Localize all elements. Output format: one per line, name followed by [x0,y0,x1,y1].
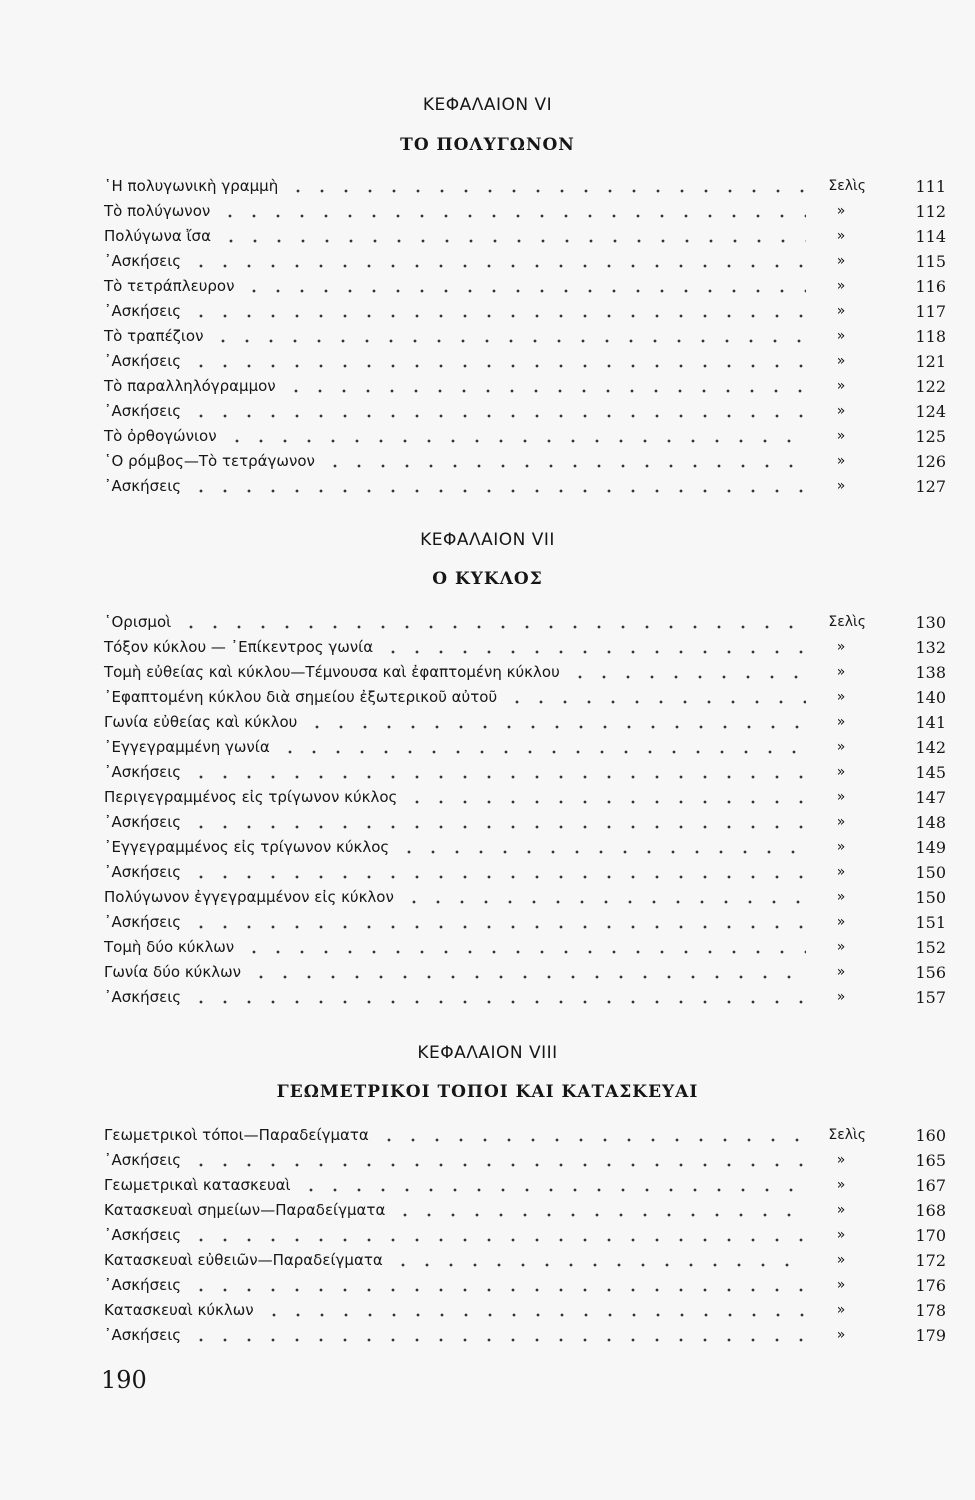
entry-title: ᾿Ασκήσεις [104,477,182,495]
dot-leader [249,974,806,980]
dot-leader [189,488,806,494]
entry-title: ᾿Ασκήσεις [104,302,182,320]
toc-entry-list [104,610,946,1010]
page-ref-label: » [836,1177,846,1193]
dot-leader [189,1162,806,1168]
dot-leader [189,999,806,1005]
dot-leader [242,949,806,955]
toc-entry [104,1223,946,1248]
entry-page-number: 126 [915,452,946,471]
entry-page-number: 148 [915,813,946,832]
toc-entry [104,760,946,785]
page-ref-label: » [836,914,846,930]
dot-leader [219,238,806,244]
entry-title: ᾿Ασκήσεις [104,988,182,1006]
toc-entry [104,860,946,885]
entry-page-number: 168 [915,1201,946,1220]
chapter-heading: ΚΕΦΑΛΑΙΟΝ VIII [417,1043,558,1063]
page-ref-label: Σελὶς [828,1127,866,1143]
entry-title: ᾿Ασκήσεις [104,252,182,270]
toc-entry [104,710,946,735]
dot-leader [189,1287,806,1293]
entry-title: ᾿Ασκήσεις [104,913,182,931]
page-ref-label: » [836,689,846,705]
entry-page-number: 140 [915,688,946,707]
toc-entry [104,1123,946,1148]
entry-title: ᾿Εγγεγραμμένος εἰς τρίγωνον κύκλος [104,838,390,856]
entry-title: Γωνία εὐθείας καὶ κύκλου [104,713,298,731]
dot-leader [189,774,806,780]
dot-leader [405,799,806,805]
entry-page-number: 141 [915,713,946,732]
dot-leader [189,363,806,369]
dot-leader [242,288,806,294]
entry-title: Τὸ πολύγωνον [104,202,211,220]
dot-leader [189,263,806,269]
entry-title: Γεωμετρικαὶ κατασκευαὶ [104,1176,291,1194]
entry-page-number: 167 [915,1176,946,1195]
dot-leader [225,438,806,444]
entry-title: Τὸ τραπέζιον [104,327,204,345]
page-ref-label: » [836,1277,846,1293]
dot-leader [189,824,806,830]
page-ref-label: » [836,378,846,394]
entry-page-number: 178 [915,1301,946,1320]
entry-page-number: 149 [915,838,946,857]
toc-entry [104,1298,946,1323]
toc-entry [104,274,946,299]
entry-page-number: 115 [915,252,946,271]
entry-page-number: 122 [915,377,946,396]
entry-title: ᾿Ασκήσεις [104,863,182,881]
entry-page-number: 125 [915,427,946,446]
entry-page-number: 121 [915,352,946,371]
entry-title: Τὸ ὀρθογώνιον [104,427,217,445]
page-ref-label: » [836,278,846,294]
entry-title: ᾿Εφαπτομένη κύκλου διὰ σημείου ἐξωτερικοῦ αὐτοῦ [104,688,498,706]
entry-title: ᾿Ασκήσεις [104,763,182,781]
entry-title: Κατασκευαὶ εὐθειῶν—Παραδείγματα [104,1251,383,1269]
dot-leader [299,1187,806,1193]
entry-page-number: 142 [915,738,946,757]
toc-entry-list [104,1123,946,1348]
dot-leader [286,188,806,194]
toc-entry [104,374,946,399]
entry-page-number: 114 [915,227,946,246]
toc-entry [104,785,946,810]
entry-page-number: 157 [915,988,946,1007]
chapter-title: ΓΕΩΜΕΤΡΙΚΟΙ ΤΟΠΟΙ ΚΑΙ ΚΑΤΑΣΚΕΥΑΙ [276,1082,699,1102]
entry-page-number: 145 [915,763,946,782]
dot-leader [505,699,806,705]
toc-entry [104,424,946,449]
page-ref-label: » [836,353,846,369]
page-ref-label: » [836,253,846,269]
entry-page-number: 176 [915,1276,946,1295]
chapter-title: Ο ΚΥΚΛΟΣ [432,569,543,589]
toc-entry [104,735,946,760]
entry-title: ῾Ο ρόμβος—Τὸ τετράγωνον [104,452,315,470]
page-ref-label: » [836,989,846,1005]
chapter-title: ΤΟ ΠΟΛΥΓΩΝΟΝ [400,135,575,155]
page-ref-label: » [836,964,846,980]
toc-entry [104,960,946,985]
toc-entry [104,810,946,835]
toc-entry [104,1173,946,1198]
page-ref-label: » [836,1227,846,1243]
entry-page-number: 179 [915,1326,946,1345]
entry-title: Πολύγωνον ἐγγεγραμμένον εἰς κύκλον [104,888,394,906]
page-ref-label: » [836,328,846,344]
toc-entry [104,474,946,499]
page-ref-label: » [836,1302,846,1318]
page-ref-label: » [836,814,846,830]
dot-leader [284,388,806,394]
entry-title: ᾿Ασκήσεις [104,402,182,420]
page-ref-label: » [836,639,846,655]
entry-title: Πολύγωνα ἴσα [104,227,211,245]
dot-leader [189,1337,806,1343]
toc-entry [104,399,946,424]
entry-title: Κατασκευαὶ κύκλων [104,1301,254,1319]
entry-page-number: 172 [915,1251,946,1270]
dot-leader [189,924,806,930]
entry-title: ᾿Ασκήσεις [104,352,182,370]
toc-entry [104,349,946,374]
entry-title: Τὸ τετράπλευρον [104,277,235,295]
toc-entry [104,885,946,910]
dot-leader [323,463,806,469]
entry-page-number: 151 [915,913,946,932]
dot-leader [211,338,806,344]
dot-leader [305,724,806,730]
entry-page-number: 160 [915,1126,946,1145]
entry-page-number: 130 [915,613,946,632]
entry-title: ᾿Ασκήσεις [104,1276,182,1294]
entry-title: Τομὴ δύο κύκλων [104,938,235,956]
page-ref-label: » [836,764,846,780]
toc-entry [104,224,946,249]
dot-leader [262,1312,806,1318]
dot-leader [189,1237,806,1243]
page-ref-label: Σελὶς [828,178,866,194]
toc-entry [104,835,946,860]
toc-entry-list [104,174,946,499]
dot-leader [391,1262,806,1268]
page-ref-label: » [836,714,846,730]
entry-title: ᾿Ασκήσεις [104,1151,182,1169]
entry-title: Τόξον κύκλου — ᾿Επίκεντρος γωνία [104,638,374,656]
chapter-heading: ΚΕΦΑΛΑΙΟΝ VI [422,95,553,115]
toc-entry [104,985,946,1010]
entry-title: ᾿Εγγεγραμμένη γωνία [104,738,270,756]
dot-leader [397,849,806,855]
page-ref-label: » [836,664,846,680]
toc-entry [104,324,946,349]
page-ref-label: » [836,203,846,219]
toc-entry [104,935,946,960]
page-ref-label: » [836,1252,846,1268]
page-ref-label: » [836,228,846,244]
entry-page-number: 112 [915,202,946,221]
toc-entry [104,610,946,635]
entry-title: ῾Η πολυγωνικὴ γραμμὴ [104,177,279,195]
page-ref-label: » [836,889,846,905]
entry-page-number: 124 [915,402,946,421]
toc-entry [104,1148,946,1173]
toc-entry [104,1248,946,1273]
entry-page-number: 165 [915,1151,946,1170]
entry-title: Γωνία δύο κύκλων [104,963,242,981]
toc-entry [104,1273,946,1298]
entry-page-number: 118 [915,327,946,346]
dot-leader [189,413,806,419]
entry-title: ᾿Ασκήσεις [104,1326,182,1344]
page-ref-label: » [836,864,846,880]
toc-entry [104,449,946,474]
page-ref-label: » [836,839,846,855]
page-ref-label: » [836,739,846,755]
entry-page-number: 117 [915,302,946,321]
toc-entry [104,199,946,224]
toc-entry [104,660,946,685]
entry-page-number: 127 [915,477,946,496]
toc-entry [104,1323,946,1348]
page-number: 190 [101,1366,147,1394]
page-ref-label: » [836,1202,846,1218]
page-ref-label: » [836,403,846,419]
toc-entry [104,635,946,660]
page-ref-label: » [836,303,846,319]
entry-page-number: 150 [915,888,946,907]
dot-leader [381,649,806,655]
page-ref-label: » [836,428,846,444]
dot-leader [377,1137,806,1143]
entry-page-number: 138 [915,663,946,682]
dot-leader [278,749,806,755]
entry-page-number: 150 [915,863,946,882]
page-ref-label: » [836,453,846,469]
dot-leader [179,624,806,630]
toc-entry [104,910,946,935]
entry-title: Γεωμετρικοὶ τόποι—Παραδείγματα [104,1126,369,1144]
entry-page-number: 170 [915,1226,946,1245]
entry-page-number: 152 [915,938,946,957]
dot-leader [402,899,806,905]
entry-title: Κατασκευαὶ σημείων—Παραδείγματα [104,1201,386,1219]
page-ref-label: Σελὶς [828,614,866,630]
entry-page-number: 116 [915,277,946,296]
entry-page-number: 156 [915,963,946,982]
dot-leader [189,313,806,319]
dot-leader [189,874,806,880]
dot-leader [568,674,806,680]
entry-title: ᾿Ασκήσεις [104,813,182,831]
page-ref-label: » [836,1327,846,1343]
entry-page-number: 132 [915,638,946,657]
page-ref-label: » [836,478,846,494]
chapter-heading: ΚΕΦΑΛΑΙΟΝ VII [420,530,555,550]
page-ref-label: » [836,939,846,955]
page-ref-label: » [836,1152,846,1168]
entry-title: Τομὴ εὐθείας καὶ κύκλου—Τέμνουσα καὶ ἐφαπτομένη κύκλου [104,663,560,681]
entry-page-number: 111 [915,177,946,196]
entry-page-number: 147 [915,788,946,807]
toc-entry [104,249,946,274]
dot-leader [218,213,806,219]
entry-title: Τὸ παραλληλόγραμμον [104,377,276,395]
page-ref-label: » [836,789,846,805]
toc-entry [104,174,946,199]
toc-entry [104,299,946,324]
dot-leader [393,1212,806,1218]
entry-title: ῾Ορισμοὶ [104,613,172,631]
toc-entry [104,1198,946,1223]
entry-title: Περιγεγραμμένος εἰς τρίγωνον κύκλος [104,788,398,806]
toc-entry [104,685,946,710]
entry-title: ᾿Ασκήσεις [104,1226,182,1244]
